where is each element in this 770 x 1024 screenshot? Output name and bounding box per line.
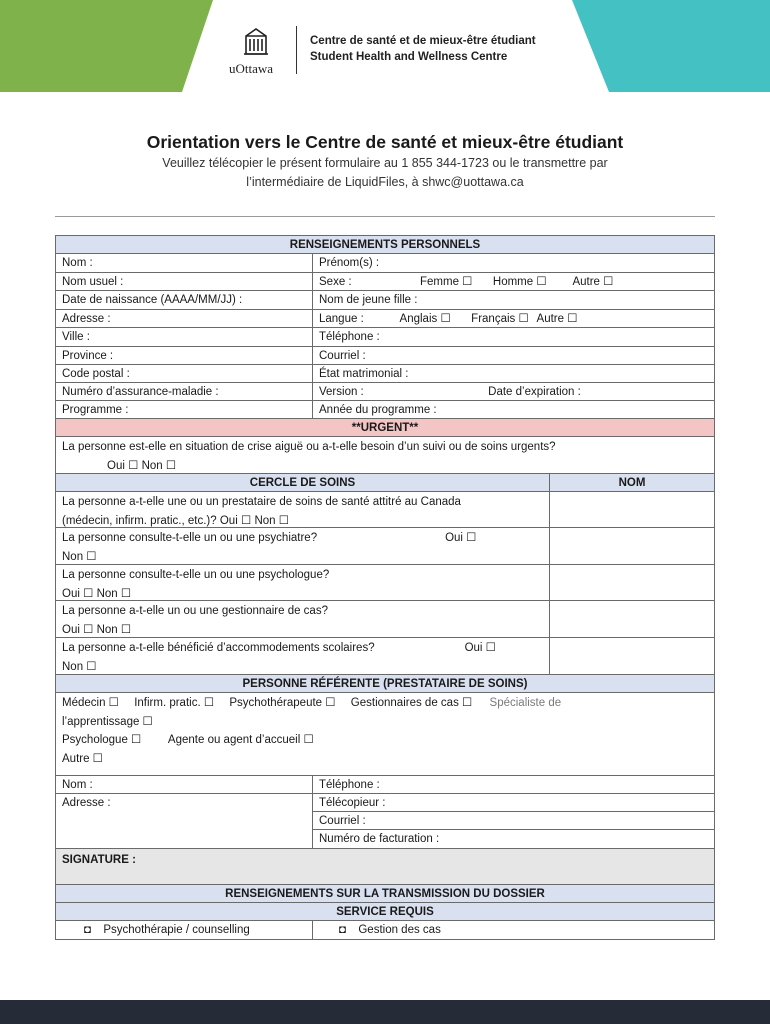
checkbox-femme[interactable]: Femme ☐ [420,276,473,288]
referent-courriel[interactable]: Courriel : [313,812,714,830]
form-instructions-line1: Veuillez télécopier le présent formulaire au 1 855 344-1723 ou le transmettre par [162,156,608,170]
logo-wordmark: uOttawa [229,61,274,76]
field-version[interactable]: Version : [319,386,364,398]
field-version-expiration [313,383,714,400]
signature-field[interactable]: SIGNATURE : [62,854,136,866]
table-row [56,528,714,565]
field-etat-matrimonial[interactable]: État matrimonial : [319,368,409,380]
checkbox-specialiste-apprentissage[interactable]: l’apprentissage ☐ [62,715,153,728]
section-header-service: SERVICE REQUIS [56,903,714,921]
field-nom-jeune-fille[interactable]: Nom de jeune fille : [319,294,418,306]
referent-telecopieur[interactable]: Télécopieur : [313,794,714,812]
field-ville[interactable]: Ville : [56,328,313,346]
q1-options[interactable]: Oui ☐ Non ☐ [219,514,290,527]
field-annee-programme[interactable]: Année du programme : [319,404,437,416]
table-row [56,383,714,401]
field-province[interactable]: Province : [56,347,313,364]
form-title: Orientation vers le Centre de santé et mieux-être étudiant [146,132,624,152]
service-psychotherapie[interactable]: ◘ Psychothérapie / counselling [56,921,313,939]
checkbox-homme[interactable]: Homme ☐ [492,276,547,288]
urgent-question: La personne est-elle en situation de crise aiguë ou a-t-elle besoin d’un suivi ou de soins urgents? Oui ☐ Non ☐ [56,437,562,473]
checkbox-langue-autre[interactable]: Autre ☐ [536,313,578,325]
table-row [56,492,714,528]
q5-non[interactable]: Non ☐ [62,660,97,673]
checkbox-psychologue[interactable]: Psychologue ☐ [62,734,142,746]
section-header-urgent: **URGENT** [56,419,714,437]
checkbox-icon: ◘ [84,924,91,936]
circle-name-2[interactable] [550,528,714,564]
circle-name-4[interactable] [550,601,714,637]
checkbox-francais[interactable]: Français ☐ [471,313,529,325]
table-row [56,776,714,794]
table-row [56,437,714,474]
table-row [56,254,714,273]
table-row [56,565,714,601]
referent-facturation[interactable]: Numéro de facturation : [319,833,440,845]
table-row [56,401,714,419]
logo-divider [296,26,297,74]
field-nom[interactable]: Nom : [56,254,313,272]
checkbox-agente-accueil[interactable]: Agente ou agent d’accueil ☐ [167,734,314,746]
circle-question-5: La personne a-t-elle bénéficié d’accommodements scolaires? Oui ☐ Non ☐ [56,638,550,674]
table-row [56,601,714,638]
referral-form-table [55,235,715,940]
table-row [56,328,714,347]
section-header-transmission: RENSEIGNEMENTS SUR LA TRANSMISSION DU DOSSIER [56,885,714,903]
referent-types [56,693,567,775]
field-telephone[interactable]: Téléphone : [319,331,380,343]
nom-column-header: NOM [618,477,646,489]
checkbox-referent-autre[interactable]: Autre ☐ [62,752,103,765]
q2-oui[interactable]: Oui ☐ [445,532,477,544]
table-row [56,291,714,310]
table-row [56,693,714,776]
footer-bar [0,1000,770,1024]
circle-name-3[interactable] [550,565,714,600]
circle-question-4: La personne a-t-elle un ou une gestionnaire de cas? Oui ☐ Non ☐ [56,601,550,637]
circle-name-5[interactable] [550,638,714,674]
q4-options[interactable]: Oui ☐ Non ☐ [62,623,132,636]
specialiste-label: Spécialiste de [489,697,562,709]
section-header-circle: CERCLE DE SOINS NOM [56,474,714,492]
langue-label: Langue : [319,313,364,325]
field-nom-usuel[interactable]: Nom usuel : [56,273,313,290]
checkbox-icon: ◘ [339,924,346,936]
section-header-referent: PERSONNE RÉFÉRENTE (PRESTATAIRE DE SOINS) [56,675,714,693]
referent-contact-cells [313,794,714,848]
centre-name-fr: Centre de santé et de mieux-être étudiant [310,35,536,47]
checkbox-autre[interactable]: Autre ☐ [572,276,614,288]
urgent-options[interactable]: Oui ☐ Non ☐ [107,459,177,472]
sexe-label: Sexe : [319,276,352,288]
title-divider [55,216,715,217]
table-row [56,273,714,291]
referent-nom[interactable]: Nom : [56,776,313,793]
centre-name-en: Student Health and Wellness Centre [310,51,508,63]
field-assurance-maladie[interactable]: Numéro d’assurance-maladie : [56,383,313,400]
q2-non[interactable]: Non ☐ [62,550,97,563]
table-row [56,638,714,675]
referent-telephone[interactable]: Téléphone : [319,779,380,791]
circle-question-1: La personne a-t-elle une ou un prestataire de soins de santé attitré au Canada (médecin, infirm. pratic., etc.)? Oui ☐ Non ☐ [56,492,550,527]
field-code-postal[interactable]: Code postal : [56,365,313,382]
circle-question-3: La personne consulte-t-elle un ou une psychologue? Oui ☐ Non ☐ [56,565,550,600]
table-row [56,921,714,939]
checkbox-infirm-pratic[interactable]: Infirm. pratic. ☐ [134,697,215,709]
section-header-personal: RENSEIGNEMENTS PERSONNELS [56,236,714,254]
field-sexe [313,273,714,290]
table-row [56,310,714,328]
field-date-naissance[interactable]: Date de naissance (AAAA/MM/JJ) : [56,291,313,309]
field-date-expiration[interactable]: Date d’expiration : [488,386,581,398]
field-programme[interactable]: Programme : [56,401,313,418]
field-langue [313,310,714,327]
checkbox-gestionnaires-cas[interactable]: Gestionnaires de cas ☐ [350,697,473,709]
circle-name-1[interactable] [550,492,714,527]
table-row [56,365,714,383]
service-gestion-cas[interactable]: ◘ Gestion des cas [339,924,441,936]
field-prenom[interactable]: Prénom(s) : [319,257,380,269]
field-adresse[interactable]: Adresse : [56,310,313,327]
signature-row [56,849,714,885]
referent-adresse[interactable]: Adresse : [56,794,313,848]
field-courriel[interactable]: Courriel : [319,350,366,362]
checkbox-anglais[interactable]: Anglais ☐ [399,313,451,325]
form-instructions-line2: l’intermédiaire de LiquidFiles, à shwc@uottawa.ca [246,175,524,189]
checkbox-psychotherapeute[interactable]: Psychothérapeute ☐ [229,697,336,709]
checkbox-medecin[interactable]: Médecin ☐ [62,697,119,709]
q5-oui[interactable]: Oui ☐ [464,642,496,654]
circle-question-2: La personne consulte-t-elle un ou une psychiatre? Oui ☐ Non ☐ [56,528,550,564]
table-row [56,794,714,849]
table-row [56,347,714,365]
q3-options[interactable]: Oui ☐ Non ☐ [62,587,132,600]
